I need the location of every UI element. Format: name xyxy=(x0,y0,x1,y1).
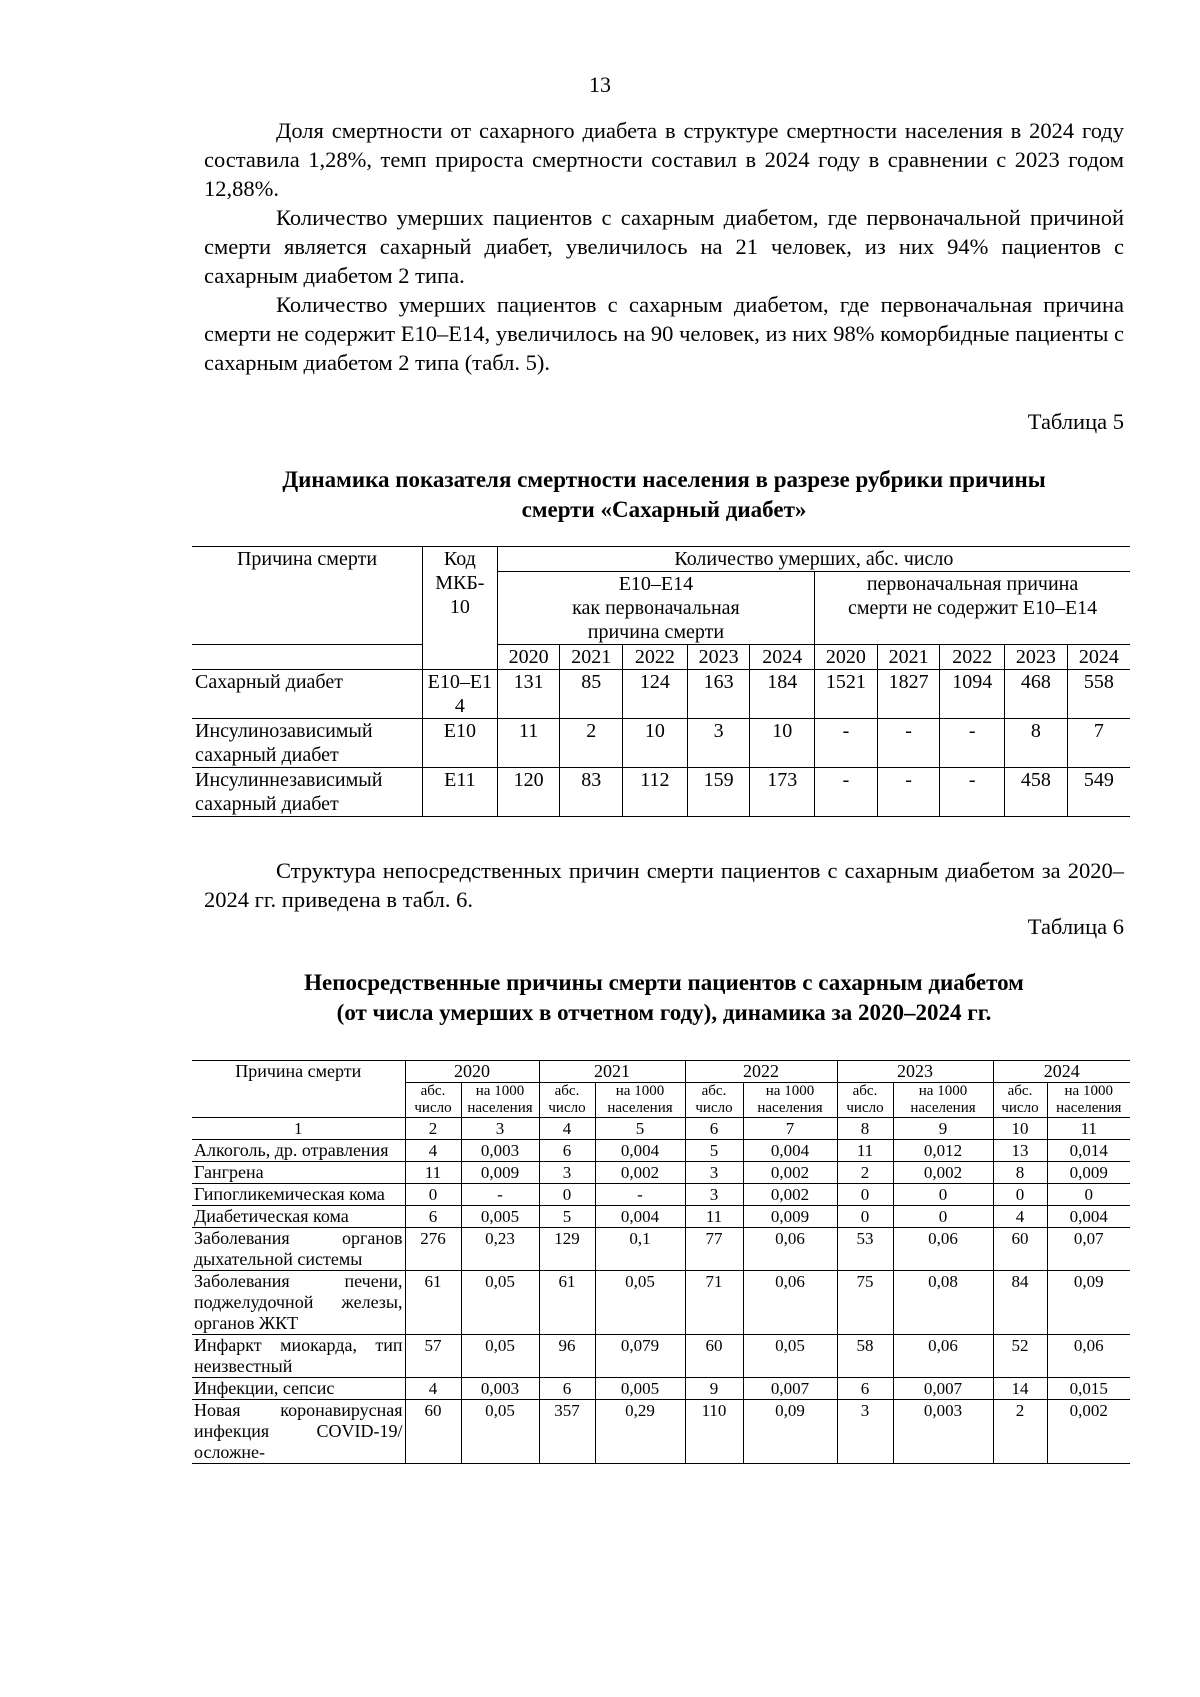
table6-cell: 0,05 xyxy=(461,1271,539,1335)
table6-cell: 6 xyxy=(405,1206,461,1228)
table6-cell: 3 xyxy=(685,1184,743,1206)
table6-cause: Инфаркт миокарда, тип неизвестный xyxy=(192,1335,405,1378)
table5-cell: 8 xyxy=(1005,719,1068,768)
table5-cell: 3 xyxy=(687,719,750,768)
table6-cause: Гипогликемическая кома xyxy=(192,1184,405,1206)
table5-code: E10–E14 xyxy=(422,670,497,719)
table6-cell: 61 xyxy=(539,1271,595,1335)
table6-cell: 0,1 xyxy=(595,1228,685,1271)
table6-cell: 0,009 xyxy=(1047,1162,1130,1184)
table6-cell: 4 xyxy=(405,1378,461,1400)
table6-cell: 0,004 xyxy=(1047,1206,1130,1228)
table5-cell: 11 xyxy=(497,719,560,768)
table6-cell: 0,002 xyxy=(595,1162,685,1184)
table6-cell: 0,05 xyxy=(461,1400,539,1464)
table6-cell: 11 xyxy=(837,1140,893,1162)
table6-cell: - xyxy=(595,1184,685,1206)
table6-cell: 75 xyxy=(837,1271,893,1335)
table6-cell: 61 xyxy=(405,1271,461,1335)
table6-subheader-rate: на 1000 населения xyxy=(1047,1083,1130,1118)
table6-cell: 0,015 xyxy=(1047,1378,1130,1400)
table5-cell: 159 xyxy=(687,768,750,817)
table6-col-number: 7 xyxy=(743,1118,837,1140)
table5-header-empty xyxy=(192,645,422,670)
table6-row xyxy=(192,1400,1130,1464)
table6-cell: 9 xyxy=(685,1378,743,1400)
table6-cell: 0,007 xyxy=(743,1378,837,1400)
table5-row xyxy=(192,719,1130,768)
table6-cell: 0,06 xyxy=(1047,1335,1130,1378)
table6-subheader-abs: абс. число xyxy=(539,1083,595,1118)
paragraph-1: Доля смертности от сахарного диабета в структуре смертности населения в 2024 году составила 1,28%, темп прироста смертности составил в 2024 году в сравнении с 2023 годом 12,88%. xyxy=(204,118,1124,201)
table5-cell: 10 xyxy=(623,719,688,768)
table5-cause: Инсулиннезависимый сахарный диабет xyxy=(192,768,422,817)
table5-title-line2: смерти «Сахарный диабет» xyxy=(521,497,807,522)
table5-cell: 124 xyxy=(623,670,688,719)
table5-caption: Таблица 5 xyxy=(1027,409,1124,434)
table6-col-number: 5 xyxy=(595,1118,685,1140)
table6-year: 2022 xyxy=(685,1061,837,1083)
table6-cell: 60 xyxy=(685,1335,743,1378)
table6-cell: 0,06 xyxy=(743,1228,837,1271)
table6-cell: 3 xyxy=(685,1162,743,1184)
table6-cell: 0,004 xyxy=(595,1140,685,1162)
table5-cell: 549 xyxy=(1067,768,1130,817)
table6-cell: 0,014 xyxy=(1047,1140,1130,1162)
table6-cell: 0,29 xyxy=(595,1400,685,1464)
table6-cell: 0,003 xyxy=(461,1378,539,1400)
table6-subheader-rate: на 1000 населения xyxy=(595,1083,685,1118)
table6-cell: 0,009 xyxy=(461,1162,539,1184)
table6-cell: 0,005 xyxy=(595,1378,685,1400)
table5-cell: 468 xyxy=(1005,670,1068,719)
table6-cell: 71 xyxy=(685,1271,743,1335)
table5-row xyxy=(192,670,1130,719)
table5-cell: 85 xyxy=(560,670,623,719)
table6-cell: 60 xyxy=(405,1400,461,1464)
table6-cell: 0 xyxy=(893,1206,993,1228)
table6-cell: 6 xyxy=(837,1378,893,1400)
table5-cell: 458 xyxy=(1005,768,1068,817)
table6-cell: 58 xyxy=(837,1335,893,1378)
table6-cell: 0,003 xyxy=(461,1140,539,1162)
table6-cell: 0,09 xyxy=(743,1400,837,1464)
table5-year: 2021 xyxy=(877,645,940,670)
table6-row xyxy=(192,1378,1130,1400)
page-number: 13 xyxy=(589,72,611,97)
table6-cell: 0,05 xyxy=(461,1335,539,1378)
paragraph-4: Структура непосредственных причин смерти пациентов с сахарным диабетом за 2020–2024 гг. приведена в табл. 6. xyxy=(204,858,1124,912)
table6-cell: 0 xyxy=(837,1206,893,1228)
table6-cell: 6 xyxy=(539,1140,595,1162)
table6-cell: - xyxy=(461,1184,539,1206)
table5-cell: 1521 xyxy=(815,670,878,719)
table5-year: 2024 xyxy=(750,645,815,670)
table6-row xyxy=(192,1184,1130,1206)
table5-cell: 163 xyxy=(687,670,750,719)
table6-cell: 0,007 xyxy=(893,1378,993,1400)
table6-cause: Инфекции, сепсис xyxy=(192,1378,405,1400)
table5-cell: - xyxy=(877,768,940,817)
table6-cause: Диабетическая кома xyxy=(192,1206,405,1228)
table5-header-cause: Причина смерти xyxy=(192,547,422,645)
table6-cell: 0 xyxy=(893,1184,993,1206)
table6-cause: Заболевания органов дыхательной системы xyxy=(192,1228,405,1271)
table6-cell: 2 xyxy=(837,1162,893,1184)
table5-row xyxy=(192,768,1130,817)
table6-cell: 77 xyxy=(685,1228,743,1271)
table6-cause: Гангрена xyxy=(192,1162,405,1184)
table6-cell: 110 xyxy=(685,1400,743,1464)
table6-cell: 0 xyxy=(539,1184,595,1206)
table6-year: 2024 xyxy=(993,1061,1130,1083)
table6-cell: 0,23 xyxy=(461,1228,539,1271)
table6-cell: 0,06 xyxy=(893,1335,993,1378)
table5-year: 2023 xyxy=(687,645,750,670)
table5-cell: 131 xyxy=(497,670,560,719)
table6-cell: 0,06 xyxy=(743,1271,837,1335)
table6-cell: 0,002 xyxy=(743,1184,837,1206)
table6-cell: 0,06 xyxy=(893,1228,993,1271)
table6-col-number: 4 xyxy=(539,1118,595,1140)
paragraph-2: Количество умерших пациентов с сахарным диабетом, где первоначальной причиной смерти является сахарный диабет, увеличилось на 21 человек, из них 94% пациентов с сахарным диабетом 2 типа. xyxy=(204,205,1124,288)
table6-cell: 11 xyxy=(685,1206,743,1228)
table6-row xyxy=(192,1206,1130,1228)
table6-row xyxy=(192,1140,1130,1162)
table6-cell: 84 xyxy=(993,1271,1047,1335)
table6-cell: 0,005 xyxy=(461,1206,539,1228)
table6-title-line1: Непосредственные причины смерти пациентов с сахарным диабетом xyxy=(304,970,1024,995)
table5-header-group1: E10–E14 как первоначальная причина смерти xyxy=(497,572,814,645)
table5-year: 2022 xyxy=(940,645,1005,670)
table6 xyxy=(192,1060,1130,1464)
table5-cell: 1094 xyxy=(940,670,1005,719)
table6-cell: 6 xyxy=(539,1378,595,1400)
table5-year: 2021 xyxy=(560,645,623,670)
table6-cell: 5 xyxy=(539,1206,595,1228)
table6-year: 2021 xyxy=(539,1061,685,1083)
table6-cell: 0,002 xyxy=(743,1162,837,1184)
table6-caption: Таблица 6 xyxy=(1027,914,1124,939)
table6-col-number: 10 xyxy=(993,1118,1047,1140)
table5-cell: 558 xyxy=(1067,670,1130,719)
table6-col-number: 1 xyxy=(192,1118,405,1140)
table6-cell: 0,079 xyxy=(595,1335,685,1378)
table6-cell: 0,07 xyxy=(1047,1228,1130,1271)
table6-cell: 129 xyxy=(539,1228,595,1271)
table6-cell: 0,05 xyxy=(743,1335,837,1378)
paragraph-3: Количество умерших пациентов с сахарным диабетом, где первоначальная причина смерти не содержит E10–E14, увеличилось на 90 человек, из них 98% коморбидные пациенты с сахарным диабетом 2 типа (табл. 5). xyxy=(204,292,1124,375)
table5-year: 2020 xyxy=(815,645,878,670)
table6-cell: 0 xyxy=(1047,1184,1130,1206)
table6-title xyxy=(200,968,1128,1028)
table6-col-number: 8 xyxy=(837,1118,893,1140)
table5-cell: 1827 xyxy=(877,670,940,719)
table5-cell: 7 xyxy=(1067,719,1130,768)
table6-subheader-abs: абс. число xyxy=(685,1083,743,1118)
table6-col-number: 9 xyxy=(893,1118,993,1140)
table5-year: 2023 xyxy=(1005,645,1068,670)
table6-cell: 4 xyxy=(405,1140,461,1162)
table6-col-number: 6 xyxy=(685,1118,743,1140)
table6-title-line2: (от числа умерших в отчетном году), динамика за 2020–2024 гг. xyxy=(336,1000,992,1025)
table5-cell: 184 xyxy=(750,670,815,719)
table6-row xyxy=(192,1335,1130,1378)
table6-cell: 0,003 xyxy=(893,1400,993,1464)
table5-header-code: Код МКБ- 10 xyxy=(422,547,497,670)
table6-cell: 0,002 xyxy=(893,1162,993,1184)
table5-year: 2020 xyxy=(497,645,560,670)
table6-cell: 0,09 xyxy=(1047,1271,1130,1335)
table6-cell: 276 xyxy=(405,1228,461,1271)
table5-cell: 2 xyxy=(560,719,623,768)
table6-cell: 0,002 xyxy=(1047,1400,1130,1464)
table6-col-number: 3 xyxy=(461,1118,539,1140)
table6-cell: 3 xyxy=(837,1400,893,1464)
table6-cause: Заболевания печени, поджелудочной железы, органов ЖКТ xyxy=(192,1271,405,1335)
table6-subheader-rate: на 1000 населения xyxy=(743,1083,837,1118)
table5 xyxy=(192,546,1130,817)
table5-cell: - xyxy=(940,719,1005,768)
table6-cell: 14 xyxy=(993,1378,1047,1400)
table5-header-count: Количество умерших, абс. число xyxy=(497,547,1130,572)
table6-cell: 0,012 xyxy=(893,1140,993,1162)
table6-cell: 0,08 xyxy=(893,1271,993,1335)
table6-row xyxy=(192,1271,1130,1335)
table6-cell: 0,009 xyxy=(743,1206,837,1228)
table5-cell: - xyxy=(940,768,1005,817)
table6-cell: 0 xyxy=(405,1184,461,1206)
table5-code: E11 xyxy=(422,768,497,817)
table5-cause: Инсулинозависимый сахарный диабет xyxy=(192,719,422,768)
table6-cell: 357 xyxy=(539,1400,595,1464)
table5-cell: - xyxy=(815,719,878,768)
table6-header-cause: Причина смерти xyxy=(192,1061,405,1118)
table6-cause: Алкоголь, др. отравления xyxy=(192,1140,405,1162)
table5-code: E10 xyxy=(422,719,497,768)
table5-cell: 120 xyxy=(497,768,560,817)
table5-cell: 112 xyxy=(623,768,688,817)
table6-cell: 3 xyxy=(539,1162,595,1184)
table6-cause: Новая коронавирусная инфекция COVID-19/осложне- xyxy=(192,1400,405,1464)
table6-subheader-abs: абс. число xyxy=(405,1083,461,1118)
table6-row xyxy=(192,1162,1130,1184)
table6-cell: 53 xyxy=(837,1228,893,1271)
table6-cell: 52 xyxy=(993,1335,1047,1378)
table6-col-number: 2 xyxy=(405,1118,461,1140)
table6-cell: 13 xyxy=(993,1140,1047,1162)
table6-body xyxy=(192,1140,1130,1464)
table5-year: 2022 xyxy=(623,645,688,670)
table6-cell: 4 xyxy=(993,1206,1047,1228)
table5-cell: 10 xyxy=(750,719,815,768)
table5-title-line1: Динамика показателя смертности населения в разрезе рубрики причины xyxy=(282,467,1046,492)
table6-col-number: 11 xyxy=(1047,1118,1130,1140)
table5-cell: - xyxy=(877,719,940,768)
table5-year: 2024 xyxy=(1067,645,1130,670)
table5-title xyxy=(200,465,1128,525)
table5-cause: Сахарный диабет xyxy=(192,670,422,719)
table6-cell: 60 xyxy=(993,1228,1047,1271)
table6-cell: 0,004 xyxy=(595,1206,685,1228)
table6-cell: 11 xyxy=(405,1162,461,1184)
table6-cell: 0,004 xyxy=(743,1140,837,1162)
table6-cell: 96 xyxy=(539,1335,595,1378)
table6-cell: 8 xyxy=(993,1162,1047,1184)
table6-cell: 0,05 xyxy=(595,1271,685,1335)
table6-year: 2023 xyxy=(837,1061,993,1083)
table5-header-group2: первоначальная причина смерти не содержит E10–E14 xyxy=(815,572,1130,645)
table5-cell: - xyxy=(815,768,878,817)
table6-cell: 0 xyxy=(993,1184,1047,1206)
table6-subheader-rate: на 1000 населения xyxy=(893,1083,993,1118)
table6-subheader-abs: абс. число xyxy=(993,1083,1047,1118)
table6-row xyxy=(192,1228,1130,1271)
table6-cell: 2 xyxy=(993,1400,1047,1464)
table6-cell: 57 xyxy=(405,1335,461,1378)
table6-cell: 0 xyxy=(837,1184,893,1206)
table6-cell: 5 xyxy=(685,1140,743,1162)
table6-subheader-abs: абс. число xyxy=(837,1083,893,1118)
table5-cell: 83 xyxy=(560,768,623,817)
table5-cell: 173 xyxy=(750,768,815,817)
table6-subheader-rate: на 1000 населения xyxy=(461,1083,539,1118)
table6-year: 2020 xyxy=(405,1061,539,1083)
